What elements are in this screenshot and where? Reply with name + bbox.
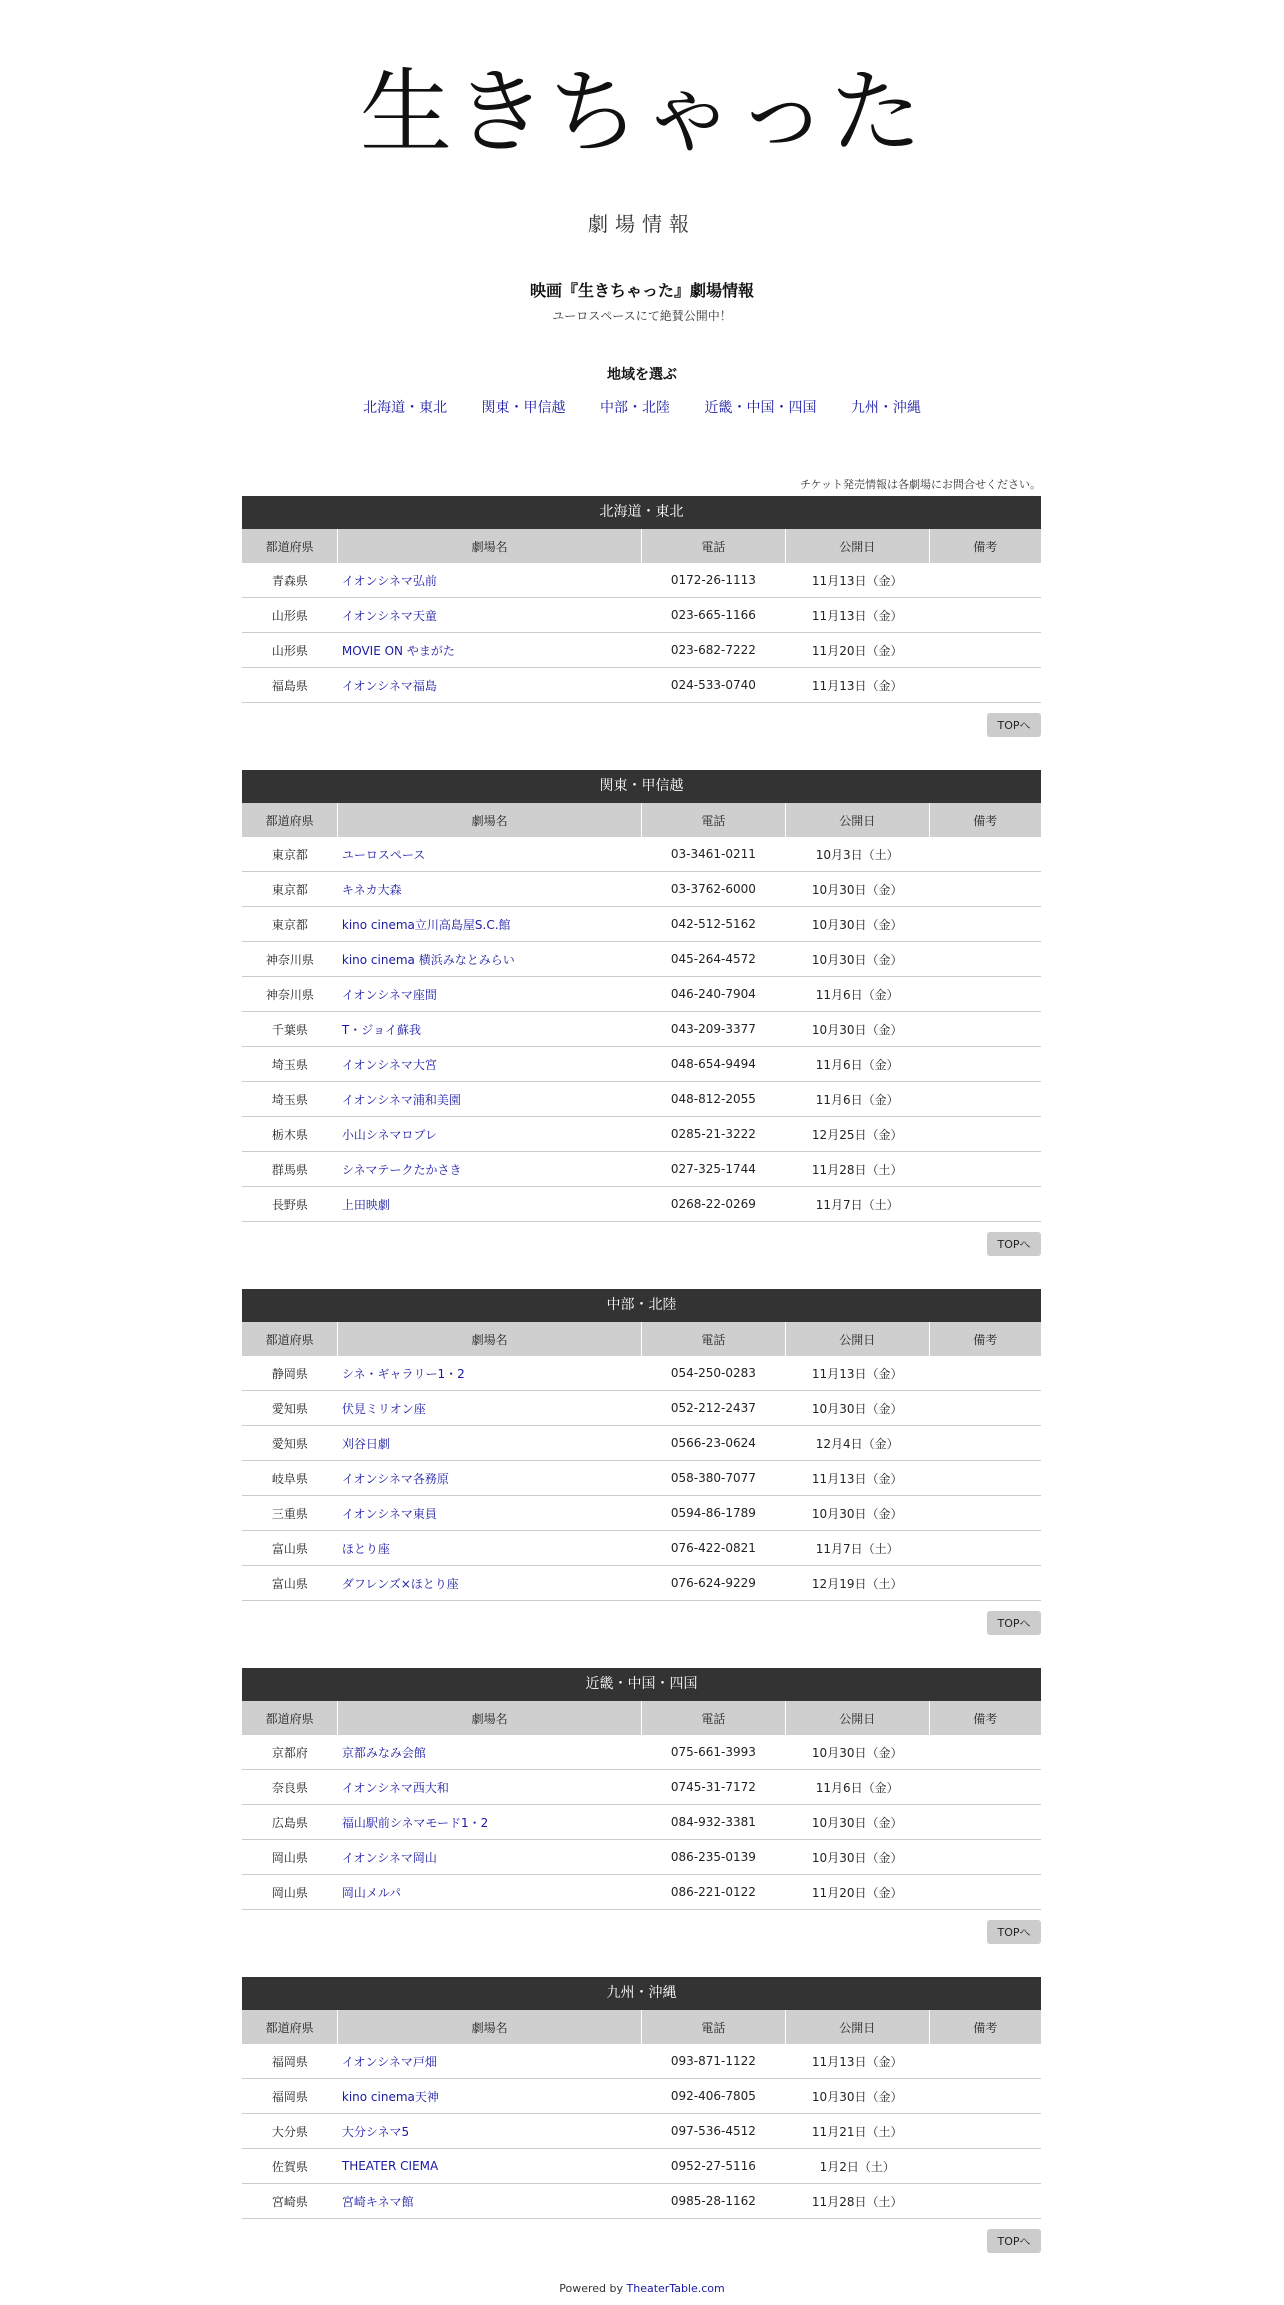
notes-cell — [929, 907, 1041, 942]
phone-cell: 046-240-7904 — [641, 977, 785, 1012]
prefecture-cell: 山形県 — [242, 633, 338, 668]
notes-cell — [929, 872, 1041, 907]
region-section-hokkaido-tohoku — [242, 496, 1041, 747]
prefecture-cell: 静岡県 — [242, 1356, 338, 1391]
phone-cell: 042-512-5162 — [641, 907, 785, 942]
phone-cell: 045-264-4572 — [641, 942, 785, 977]
notes-cell — [929, 598, 1041, 633]
table-row — [242, 598, 1041, 633]
theater-cell — [338, 2044, 642, 2079]
notes-cell — [929, 1805, 1041, 1840]
prefecture-cell: 福岡県 — [242, 2079, 338, 2114]
prefecture-cell: 福岡県 — [242, 2044, 338, 2079]
notes-cell — [929, 1531, 1041, 1566]
notes-cell — [929, 563, 1041, 598]
theater-cell — [338, 1187, 642, 1222]
col-theater-header: 劇場名 — [338, 2010, 642, 2044]
theater-link[interactable]: MOVIE ON やまがた — [341, 643, 455, 658]
col-release-date-header: 公開日 — [785, 1322, 929, 1356]
theater-cell — [338, 1735, 642, 1770]
ticket-note: チケット発売情報は各劇場にお問合せください。 — [799, 478, 1041, 491]
theater-cell — [338, 872, 642, 907]
phone-cell: 084-932-3381 — [641, 1805, 785, 1840]
phone-cell: 076-422-0821 — [641, 1531, 785, 1566]
prefecture-cell: 大分県 — [242, 2114, 338, 2149]
phone-cell: 0952-27-5116 — [641, 2149, 785, 2184]
top-button-row — [242, 703, 1041, 747]
table-row — [242, 1496, 1041, 1531]
col-phone-header: 電話 — [641, 1701, 785, 1735]
prefecture-cell: 神奈川県 — [242, 977, 338, 1012]
notes-cell — [929, 1012, 1041, 1047]
region-section-kanto-koshinetsu — [242, 770, 1041, 1266]
theater-link[interactable]: 岡山メルパ — [341, 1885, 402, 1900]
table-row — [242, 1735, 1041, 1770]
release-date-cell: 10月3日（土） — [785, 837, 929, 872]
theater-cell — [338, 1117, 642, 1152]
notes-cell — [929, 1496, 1041, 1531]
region-section-kinki-chugoku-shikoku — [242, 1668, 1041, 1954]
release-date-cell: 11月20日（金） — [785, 1875, 929, 1910]
theater-link[interactable]: イオンシネマ戸畑 — [341, 2054, 437, 2069]
footer — [0, 2282, 1284, 2295]
phone-cell: 076-624-9229 — [641, 1566, 785, 1601]
phone-cell: 048-654-9494 — [641, 1047, 785, 1082]
col-prefecture-header: 都道府県 — [242, 1322, 338, 1356]
prefecture-cell: 埼玉県 — [242, 1047, 338, 1082]
theater-link[interactable]: イオンシネマ西大和 — [341, 1780, 449, 1795]
notes-cell — [929, 668, 1041, 703]
notes-cell — [929, 1152, 1041, 1187]
table-row — [242, 633, 1041, 668]
theater-cell — [338, 1805, 642, 1840]
notes-cell — [929, 1840, 1041, 1875]
theater-link[interactable]: 上田映劇 — [341, 1197, 390, 1212]
release-date-cell: 11月13日（金） — [785, 1356, 929, 1391]
release-date-cell: 11月13日（金） — [785, 2044, 929, 2079]
table-row — [242, 2184, 1041, 2219]
col-release-date-header: 公開日 — [785, 803, 929, 837]
theater-table — [242, 1322, 1041, 1601]
notes-cell — [929, 1461, 1041, 1496]
theater-cell — [338, 1356, 642, 1391]
theater-cell — [338, 2079, 642, 2114]
release-date-cell: 10月30日（金） — [785, 1735, 929, 1770]
table-row — [242, 2149, 1041, 2184]
release-date-cell: 11月20日（金） — [785, 633, 929, 668]
table-row — [242, 563, 1041, 598]
prefecture-cell: 山形県 — [242, 598, 338, 633]
prefecture-cell: 岡山県 — [242, 1875, 338, 1910]
phone-cell: 086-221-0122 — [641, 1875, 785, 1910]
table-row — [242, 2114, 1041, 2149]
notes-cell — [929, 2044, 1041, 2079]
prefecture-cell: 三重県 — [242, 1496, 338, 1531]
prefecture-cell: 青森県 — [242, 563, 338, 598]
theater-cell — [338, 598, 642, 633]
theater-link[interactable]: イオンシネマ天童 — [341, 608, 437, 623]
release-date-cell: 10月30日（金） — [785, 1012, 929, 1047]
table-row — [242, 1082, 1041, 1117]
section-title: 近畿・中国・四国 — [242, 1668, 1041, 1701]
theater-link[interactable]: THEATER CIEMA — [341, 2159, 439, 2173]
notes-cell — [929, 1187, 1041, 1222]
theater-link[interactable]: イオンシネマ岡山 — [341, 1850, 437, 1865]
notes-cell — [929, 633, 1041, 668]
theater-link[interactable]: 宮崎キネマ館 — [341, 2194, 414, 2209]
col-notes-header: 備考 — [929, 2010, 1041, 2044]
release-date-cell: 11月28日（土） — [785, 2184, 929, 2219]
theater-cell — [338, 942, 642, 977]
theater-cell — [338, 1875, 642, 1910]
col-prefecture-header: 都道府県 — [242, 803, 338, 837]
release-date-cell: 11月13日（金） — [785, 1461, 929, 1496]
theater-cell — [338, 1012, 642, 1047]
theater-cell — [338, 1496, 642, 1531]
theater-link[interactable]: 福山駅前シネマモード1・2 — [341, 1815, 489, 1830]
prefecture-cell: 千葉県 — [242, 1012, 338, 1047]
theater-link[interactable]: イオンシネマ各務原 — [341, 1471, 449, 1486]
notes-cell — [929, 1426, 1041, 1461]
theater-cell — [338, 977, 642, 1012]
release-date-cell: 10月30日（金） — [785, 907, 929, 942]
theater-link[interactable]: 伏見ミリオン座 — [341, 1401, 426, 1416]
prefecture-cell: 広島県 — [242, 1805, 338, 1840]
release-date-cell: 11月13日（金） — [785, 598, 929, 633]
table-row — [242, 1012, 1041, 1047]
notes-cell — [929, 1875, 1041, 1910]
movie-title: 映画『生きちゃった』劇場情報 — [529, 281, 754, 300]
top-button-row — [242, 2219, 1041, 2263]
theater-link[interactable]: イオンシネマ福島 — [341, 678, 437, 693]
movie-logo: 生きちゃった — [359, 59, 924, 166]
theater-link[interactable]: ほとり座 — [341, 1541, 390, 1556]
top-button-row — [242, 1601, 1041, 1645]
col-prefecture-header: 都道府県 — [242, 1701, 338, 1735]
prefecture-cell: 群馬県 — [242, 1152, 338, 1187]
col-phone-header: 電話 — [641, 803, 785, 837]
release-date-cell: 12月25日（金） — [785, 1117, 929, 1152]
theater-table — [242, 529, 1041, 703]
prefecture-cell: 東京都 — [242, 872, 338, 907]
theater-link[interactable]: 小山シネマロブレ — [341, 1127, 438, 1142]
theater-cell — [338, 563, 642, 598]
theater-link[interactable]: イオンシネマ東員 — [341, 1506, 437, 1521]
release-date-cell: 11月13日（金） — [785, 668, 929, 703]
notes-cell — [929, 1735, 1041, 1770]
phone-cell: 093-871-1122 — [641, 2044, 785, 2079]
theater-link[interactable]: kino cinema立川高島屋S.C.館 — [341, 917, 511, 932]
theater-link[interactable]: イオンシネマ大宮 — [341, 1057, 437, 1072]
theater-table — [242, 803, 1041, 1222]
prefecture-cell: 奈良県 — [242, 1770, 338, 1805]
col-release-date-header: 公開日 — [785, 1701, 929, 1735]
phone-cell: 023-682-7222 — [641, 633, 785, 668]
theater-cell — [338, 1152, 642, 1187]
table-row — [242, 1356, 1041, 1391]
table-row — [242, 1152, 1041, 1187]
theater-link[interactable]: 刈谷日劇 — [341, 1436, 390, 1451]
back-to-top-button[interactable]: TOPへ — [987, 1920, 1041, 1944]
phone-cell: 054-250-0283 — [641, 1356, 785, 1391]
prefecture-cell: 京都府 — [242, 1735, 338, 1770]
release-date-cell: 11月7日（土） — [785, 1531, 929, 1566]
table-row — [242, 1187, 1041, 1222]
theater-cell — [338, 633, 642, 668]
section-title: 関東・甲信越 — [242, 770, 1041, 803]
prefecture-cell: 長野県 — [242, 1187, 338, 1222]
table-header-row — [242, 1322, 1041, 1356]
back-to-top-button[interactable]: TOPへ — [987, 713, 1041, 737]
back-to-top-button[interactable]: TOPへ — [987, 1232, 1041, 1256]
notes-cell — [929, 942, 1041, 977]
region-section-kyushu-okinawa — [242, 1977, 1041, 2263]
release-date-cell: 10月30日（金） — [785, 942, 929, 977]
phone-cell: 0285-21-3222 — [641, 1117, 785, 1152]
table-row — [242, 837, 1041, 872]
section-title: 九州・沖縄 — [242, 1977, 1041, 2010]
table-row — [242, 942, 1041, 977]
table-row — [242, 907, 1041, 942]
col-notes-header: 備考 — [929, 1322, 1041, 1356]
theater-link[interactable]: シネ・ギャラリー1・2 — [341, 1366, 465, 1381]
table-row — [242, 2044, 1041, 2079]
theater-link[interactable]: kino cinema 横浜みなとみらい — [341, 952, 515, 967]
release-date-cell: 11月6日（金） — [785, 977, 929, 1012]
release-date-cell: 1月2日（土） — [785, 2149, 929, 2184]
theater-link[interactable]: イオンシネマ浦和美園 — [341, 1092, 461, 1107]
release-date-cell: 11月6日（金） — [785, 1047, 929, 1082]
theater-link[interactable]: シネマテークたかさき — [341, 1162, 462, 1177]
phone-cell: 027-325-1744 — [641, 1152, 785, 1187]
theater-cell — [338, 1461, 642, 1496]
theater-table — [242, 2010, 1041, 2219]
release-date-cell: 10月30日（金） — [785, 1805, 929, 1840]
top-button-row — [242, 1222, 1041, 1266]
release-date-cell: 11月6日（金） — [785, 1082, 929, 1117]
col-release-date-header: 公開日 — [785, 529, 929, 563]
notes-cell — [929, 2114, 1041, 2149]
page-heading: 劇場情報 — [588, 212, 696, 236]
release-date-cell: 10月30日（金） — [785, 1840, 929, 1875]
notes-cell — [929, 1117, 1041, 1152]
back-to-top-button[interactable]: TOPへ — [987, 1611, 1041, 1635]
prefecture-cell: 富山県 — [242, 1566, 338, 1601]
prefecture-cell: 東京都 — [242, 907, 338, 942]
table-row — [242, 1426, 1041, 1461]
phone-cell: 0268-22-0269 — [641, 1187, 785, 1222]
col-theater-header: 劇場名 — [338, 529, 642, 563]
notes-cell — [929, 2079, 1041, 2114]
phone-cell: 03-3762-6000 — [641, 872, 785, 907]
phone-cell: 024-533-0740 — [641, 668, 785, 703]
region-nav — [0, 397, 1284, 417]
region-link-chubu-hokuriku[interactable]: 中部・北陸 — [600, 400, 670, 416]
theater-cell — [338, 668, 642, 703]
theater-link[interactable]: イオンシネマ座間 — [341, 987, 437, 1002]
theater-cell — [338, 1770, 642, 1805]
release-date-cell: 11月21日（土） — [785, 2114, 929, 2149]
phone-cell: 075-661-3993 — [641, 1735, 785, 1770]
col-phone-header: 電話 — [641, 529, 785, 563]
region-link-kinki-chugoku-shikoku[interactable]: 近畿・中国・四国 — [704, 400, 817, 416]
prefecture-cell: 神奈川県 — [242, 942, 338, 977]
col-theater-header: 劇場名 — [338, 1701, 642, 1735]
theater-cell — [338, 2184, 642, 2219]
prefecture-cell: 愛知県 — [242, 1391, 338, 1426]
theater-link[interactable]: キネカ大森 — [341, 882, 402, 897]
release-date-cell: 11月7日（土） — [785, 1187, 929, 1222]
release-date-cell: 10月30日（金） — [785, 872, 929, 907]
phone-cell: 0745-31-7172 — [641, 1770, 785, 1805]
release-date-cell: 11月6日（金） — [785, 1770, 929, 1805]
region-link-kanto-koshinetsu[interactable]: 関東・甲信越 — [481, 400, 566, 416]
section-title: 北海道・東北 — [242, 496, 1041, 529]
theater-link[interactable]: ユーロスペース — [341, 847, 426, 862]
release-date-cell: 10月30日（金） — [785, 1391, 929, 1426]
release-date-cell: 10月30日（金） — [785, 2079, 929, 2114]
section-title: 中部・北陸 — [242, 1289, 1041, 1322]
theater-table — [242, 1701, 1041, 1910]
release-date-cell: 12月4日（金） — [785, 1426, 929, 1461]
col-notes-header: 備考 — [929, 803, 1041, 837]
theater-link[interactable]: イオンシネマ弘前 — [341, 573, 437, 588]
theater-link[interactable]: 大分シネマ5 — [341, 2124, 410, 2139]
table-row — [242, 1047, 1041, 1082]
release-date-cell: 12月19日（土） — [785, 1566, 929, 1601]
phone-cell: 0566-23-0624 — [641, 1426, 785, 1461]
notes-cell — [929, 1356, 1041, 1391]
theater-cell — [338, 2149, 642, 2184]
table-row — [242, 1840, 1041, 1875]
table-row — [242, 1391, 1041, 1426]
release-date-cell: 10月30日（金） — [785, 1496, 929, 1531]
table-row — [242, 1875, 1041, 1910]
release-date-cell: 11月13日（金） — [785, 563, 929, 598]
theater-cell — [338, 1082, 642, 1117]
theater-link[interactable]: 京都みなみ会館 — [341, 1745, 426, 1760]
prefecture-cell: 埼玉県 — [242, 1082, 338, 1117]
back-to-top-button[interactable]: TOPへ — [987, 2229, 1041, 2253]
phone-cell: 058-380-7077 — [641, 1461, 785, 1496]
notes-cell — [929, 1770, 1041, 1805]
table-header-row — [242, 529, 1041, 563]
col-prefecture-header: 都道府県 — [242, 2010, 338, 2044]
release-date-cell: 11月28日（土） — [785, 1152, 929, 1187]
notes-cell — [929, 1391, 1041, 1426]
region-section-chubu-hokuriku — [242, 1289, 1041, 1645]
prefecture-cell: 福島県 — [242, 668, 338, 703]
region-link-kyushu-okinawa[interactable]: 九州・沖縄 — [850, 400, 921, 416]
table-row — [242, 1461, 1041, 1496]
theater-cell — [338, 837, 642, 872]
phone-cell: 0172-26-1113 — [641, 563, 785, 598]
table-header-row — [242, 2010, 1041, 2044]
phone-cell: 023-665-1166 — [641, 598, 785, 633]
region-heading: 地域を選ぶ — [607, 367, 677, 383]
table-row — [242, 872, 1041, 907]
notes-cell — [929, 1047, 1041, 1082]
col-notes-header: 備考 — [929, 529, 1041, 563]
footer-powered-by: Powered by — [559, 2282, 623, 2295]
notes-cell — [929, 1082, 1041, 1117]
col-phone-header: 電話 — [641, 2010, 785, 2044]
theater-cell — [338, 1531, 642, 1566]
theater-link[interactable]: kino cinema天神 — [341, 2089, 439, 2104]
phone-cell: 052-212-2437 — [641, 1391, 785, 1426]
prefecture-cell: 岐阜県 — [242, 1461, 338, 1496]
table-row — [242, 1117, 1041, 1152]
top-button-row — [242, 1910, 1041, 1954]
col-release-date-header: 公開日 — [785, 2010, 929, 2044]
theater-cell — [338, 1047, 642, 1082]
table-header-row — [242, 1701, 1041, 1735]
prefecture-cell: 岡山県 — [242, 1840, 338, 1875]
prefecture-cell: 栃木県 — [242, 1117, 338, 1152]
movie-subtitle: ユーロスペースにて絶賛公開中！ — [552, 309, 732, 323]
theater-cell — [338, 907, 642, 942]
col-phone-header: 電話 — [641, 1322, 785, 1356]
prefecture-cell: 富山県 — [242, 1531, 338, 1566]
col-theater-header: 劇場名 — [338, 803, 642, 837]
table-row — [242, 1566, 1041, 1601]
theater-link[interactable]: T・ジョイ蘇我 — [341, 1022, 421, 1037]
prefecture-cell: 東京都 — [242, 837, 338, 872]
footer-link[interactable]: TheaterTable.com — [626, 2282, 725, 2295]
theater-cell — [338, 1840, 642, 1875]
phone-cell: 0594-86-1789 — [641, 1496, 785, 1531]
col-prefecture-header: 都道府県 — [242, 529, 338, 563]
prefecture-cell: 愛知県 — [242, 1426, 338, 1461]
table-header-row — [242, 803, 1041, 837]
phone-cell: 097-536-4512 — [641, 2114, 785, 2149]
phone-cell: 086-235-0139 — [641, 1840, 785, 1875]
phone-cell: 0985-28-1162 — [641, 2184, 785, 2219]
theater-link[interactable]: ダフレンズ×ほとり座 — [341, 1576, 459, 1591]
col-theater-header: 劇場名 — [338, 1322, 642, 1356]
notes-cell — [929, 2184, 1041, 2219]
col-notes-header: 備考 — [929, 1701, 1041, 1735]
phone-cell: 03-3461-0211 — [641, 837, 785, 872]
notes-cell — [929, 1566, 1041, 1601]
theater-cell — [338, 2114, 642, 2149]
notes-cell — [929, 2149, 1041, 2184]
theater-cell — [338, 1426, 642, 1461]
table-row — [242, 1770, 1041, 1805]
notes-cell — [929, 977, 1041, 1012]
table-row — [242, 2079, 1041, 2114]
phone-cell: 048-812-2055 — [641, 1082, 785, 1117]
phone-cell: 043-209-3377 — [641, 1012, 785, 1047]
notes-cell — [929, 837, 1041, 872]
theater-cell — [338, 1566, 642, 1601]
region-link-hokkaido-tohoku[interactable]: 北海道・東北 — [363, 400, 448, 416]
prefecture-cell: 宮崎県 — [242, 2184, 338, 2219]
table-row — [242, 977, 1041, 1012]
phone-cell: 092-406-7805 — [641, 2079, 785, 2114]
theater-cell — [338, 1391, 642, 1426]
table-row — [242, 1531, 1041, 1566]
prefecture-cell: 佐賀県 — [242, 2149, 338, 2184]
table-row — [242, 1805, 1041, 1840]
table-row — [242, 668, 1041, 703]
